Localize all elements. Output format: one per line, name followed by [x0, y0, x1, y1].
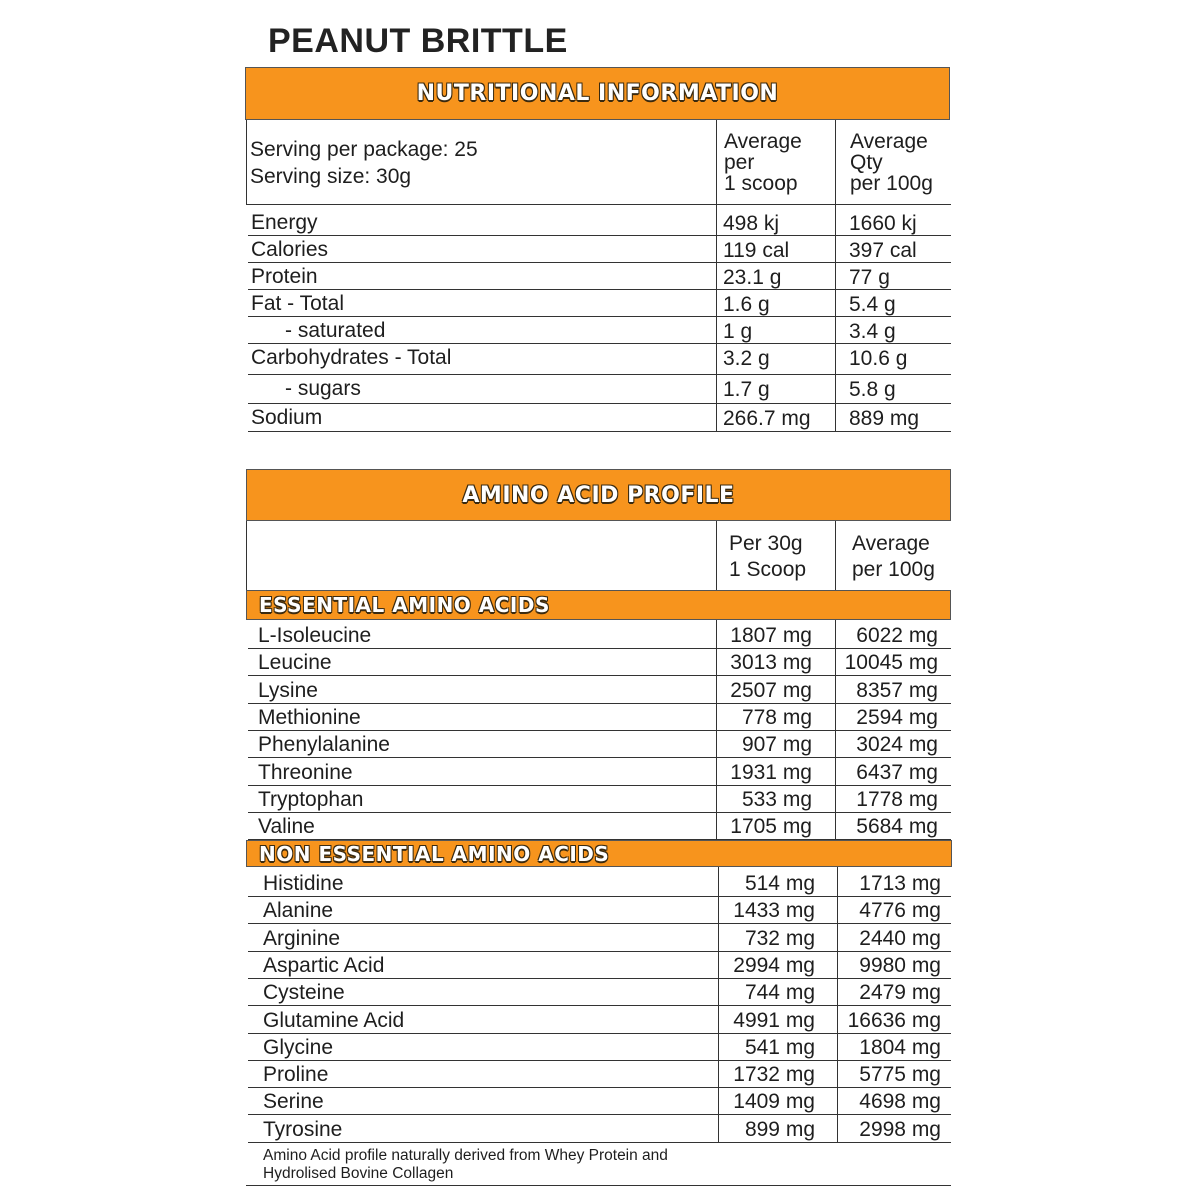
amino-per-scoop: 3013 mg: [730, 651, 812, 675]
non-essential-amino-banner-text: NON ESSENTIAL AMINO ACIDS: [259, 841, 610, 866]
amino-per-scoop: 1433 mg: [733, 899, 815, 923]
amino-per-scoop: 1931 mg: [730, 760, 812, 784]
amino-rule: [248, 978, 951, 979]
amino-label: Methionine: [258, 705, 361, 729]
amino-per-100g: 10045 mg: [844, 651, 938, 675]
nutrient-label: Calories: [251, 238, 329, 261]
amino-rule: [248, 923, 951, 924]
amino-col2-header: [852, 531, 935, 583]
nutrition-col1-header-line: 1 scoop: [724, 172, 798, 195]
nutrient-per-scoop: 498 kj: [723, 212, 780, 235]
amino-rule: [248, 757, 951, 758]
amino-col2-header-line: Average: [852, 532, 930, 555]
amino-footnote: Amino Acid profile naturally derived from Whey Protein and Hydrolised Bovine Collagen: [263, 1147, 668, 1182]
amino-rule: [248, 730, 951, 731]
nutrient-per-100g: 5.8 g: [849, 378, 896, 401]
nutrient-per-scoop: 1.6 g: [723, 293, 770, 316]
amino-banner: [246, 469, 951, 521]
nutrient-label: - saturated: [285, 319, 386, 342]
nutrient-per-100g: 889 mg: [849, 407, 920, 430]
amino-label: Lysine: [258, 678, 318, 702]
amino-rule: [248, 785, 951, 786]
nutrient-per-100g: 77 g: [849, 266, 890, 289]
footnote-rule: [246, 1185, 951, 1186]
amino-per-100g: 3024 mg: [856, 733, 938, 757]
nutrition-col1-header: [724, 131, 802, 194]
nutrition-rule: [248, 289, 951, 290]
amino-rule: [248, 1114, 951, 1115]
nutrient-per-scoop: 119 cal: [723, 239, 790, 262]
amino-rule: [248, 951, 951, 952]
amino-per-100g: 16636 mg: [847, 1008, 941, 1032]
amino-rule: [248, 1033, 951, 1034]
amino-label: Arginine: [263, 926, 341, 950]
amino-per-100g: 9980 mg: [859, 953, 941, 977]
amino-rule: [248, 675, 951, 676]
amino-per-scoop: 1732 mg: [733, 1063, 815, 1087]
nutrition-rule: [246, 204, 951, 205]
nutrition-banner-text: NUTRITIONAL INFORMATION: [416, 81, 779, 106]
amino-label: L-Isoleucine: [258, 624, 372, 647]
nutrient-per-scoop: 3.2 g: [723, 347, 770, 370]
amino-per-scoop: 778 mg: [741, 705, 812, 729]
amino-label: Glutamine Acid: [263, 1008, 405, 1032]
amino-rule: [248, 703, 951, 704]
nutrition-rule: [248, 431, 951, 432]
amino-rule: [248, 1005, 951, 1006]
amino-per-100g: 5775 mg: [859, 1063, 941, 1087]
product-title: PEANUT BRITTLE: [268, 22, 568, 60]
amino-label: Tyrosine: [263, 1117, 343, 1141]
amino-per-100g: 6437 mg: [856, 760, 938, 784]
nutrient-per-100g: 10.6 g: [849, 347, 908, 370]
amino-per-scoop: 744 mg: [744, 981, 815, 1005]
serving-per-package: Serving per package: 25: [250, 138, 478, 161]
amino-per-100g: 1804 mg: [859, 1035, 941, 1059]
amino-per-100g: 2479 mg: [859, 981, 941, 1005]
amino-per-scoop: 533 mg: [741, 787, 812, 811]
nutrition-col1-header-line: Average: [724, 130, 802, 153]
nutrition-col2-header-line: Qty: [850, 151, 883, 174]
nutrition-rule: [248, 374, 951, 375]
amino-per-100g: 5684 mg: [856, 815, 938, 839]
amino-per-100g: 4698 mg: [859, 1090, 941, 1114]
amino-banner-text: AMINO ACID PROFILE: [462, 482, 735, 508]
amino-divider: [246, 521, 247, 590]
nutrient-per-100g: 3.4 g: [849, 320, 896, 343]
non-essential-amino-banner: [246, 840, 952, 867]
amino-label: Leucine: [258, 651, 332, 675]
nutrient-per-scoop: 23.1 g: [723, 266, 782, 289]
amino-per-scoop: 907 mg: [741, 733, 812, 757]
amino-per-scoop: 732 mg: [744, 926, 815, 950]
amino-rule: [248, 1087, 951, 1088]
nutrient-label: Energy: [251, 211, 318, 234]
amino-per-100g: 1778 mg: [856, 787, 938, 811]
nutrient-label: Sodium: [251, 406, 323, 429]
amino-label: Alanine: [263, 899, 334, 923]
amino-col1-header: [729, 531, 806, 583]
amino-label: Glycine: [263, 1035, 334, 1059]
nutrition-rule: [248, 316, 951, 317]
nutrient-per-scoop: 1.7 g: [723, 378, 770, 401]
nutrient-label: Fat - Total: [251, 292, 344, 315]
nutrition-rule: [248, 343, 951, 344]
amino-per-100g: 6022 mg: [856, 624, 938, 647]
amino-label: Proline: [263, 1063, 329, 1087]
amino-per-100g: 2594 mg: [856, 705, 938, 729]
amino-col1-header-line: Per 30g: [729, 532, 803, 555]
nutrient-per-scoop: 266.7 mg: [723, 407, 811, 430]
amino-per-100g: 4776 mg: [859, 899, 941, 923]
amino-label: Serine: [263, 1090, 324, 1114]
amino-col2-header-line: per 100g: [852, 558, 935, 581]
nutrition-rule: [248, 403, 951, 404]
amino-label: Aspartic Acid: [263, 953, 385, 977]
serving-size: Serving size: 30g: [250, 165, 412, 188]
nutrient-label: Carbohydrates - Total: [251, 346, 452, 369]
amino-divider: [835, 521, 836, 590]
nutrition-rule: [248, 262, 951, 263]
essential-amino-banner: [246, 590, 951, 620]
amino-rule: [248, 896, 951, 897]
nutrition-col1-header-line: per: [724, 151, 755, 174]
essential-amino-banner-text: ESSENTIAL AMINO ACIDS: [259, 593, 550, 617]
nutrition-col2-header: [850, 131, 933, 194]
amino-rule: [248, 1142, 951, 1143]
amino-per-100g: 1713 mg: [859, 872, 941, 895]
nutrient-per-100g: 1660 kj: [849, 212, 917, 235]
amino-per-scoop: 1807 mg: [730, 624, 812, 647]
amino-rule: [248, 648, 951, 649]
amino-per-100g: 2998 mg: [859, 1117, 941, 1141]
amino-rule: [248, 1060, 951, 1061]
amino-per-scoop: 2507 mg: [730, 678, 812, 702]
amino-per-scoop: 4991 mg: [733, 1008, 815, 1032]
amino-label: Cysteine: [263, 981, 345, 1005]
amino-per-scoop: 1409 mg: [733, 1090, 815, 1114]
nutrient-per-100g: 5.4 g: [849, 293, 896, 316]
nutrition-divider: [246, 120, 247, 204]
nutrient-label: Protein: [251, 265, 318, 288]
nutrition-col2-header-line: Average: [850, 130, 928, 153]
nutrition-divider: [716, 120, 717, 431]
nutrient-per-scoop: 1 g: [723, 320, 753, 343]
amino-rule: [248, 812, 951, 813]
amino-per-scoop: 899 mg: [744, 1117, 815, 1141]
nutrient-per-100g: 397 cal: [849, 239, 917, 262]
nutrition-col2-header-line: per 100g: [850, 172, 933, 195]
amino-per-100g: 8357 mg: [856, 678, 938, 702]
amino-label: Phenylalanine: [258, 733, 390, 757]
amino-per-scoop: 1705 mg: [730, 815, 812, 839]
amino-label: Valine: [258, 815, 315, 839]
amino-per-100g: 2440 mg: [859, 926, 941, 950]
amino-label: Tryptophan: [258, 787, 364, 811]
amino-label: Threonine: [258, 760, 353, 784]
nutrition-divider: [835, 120, 836, 431]
amino-col1-header-line: 1 Scoop: [729, 558, 807, 581]
nutrition-banner: [245, 67, 950, 120]
amino-divider: [716, 521, 717, 590]
amino-per-scoop: 2994 mg: [733, 953, 815, 977]
nutrient-label: - sugars: [285, 377, 361, 400]
amino-per-scoop: 541 mg: [744, 1035, 815, 1059]
nutrition-rule: [248, 235, 951, 236]
amino-per-scoop: 514 mg: [744, 872, 815, 895]
amino-label: Histidine: [263, 872, 344, 895]
